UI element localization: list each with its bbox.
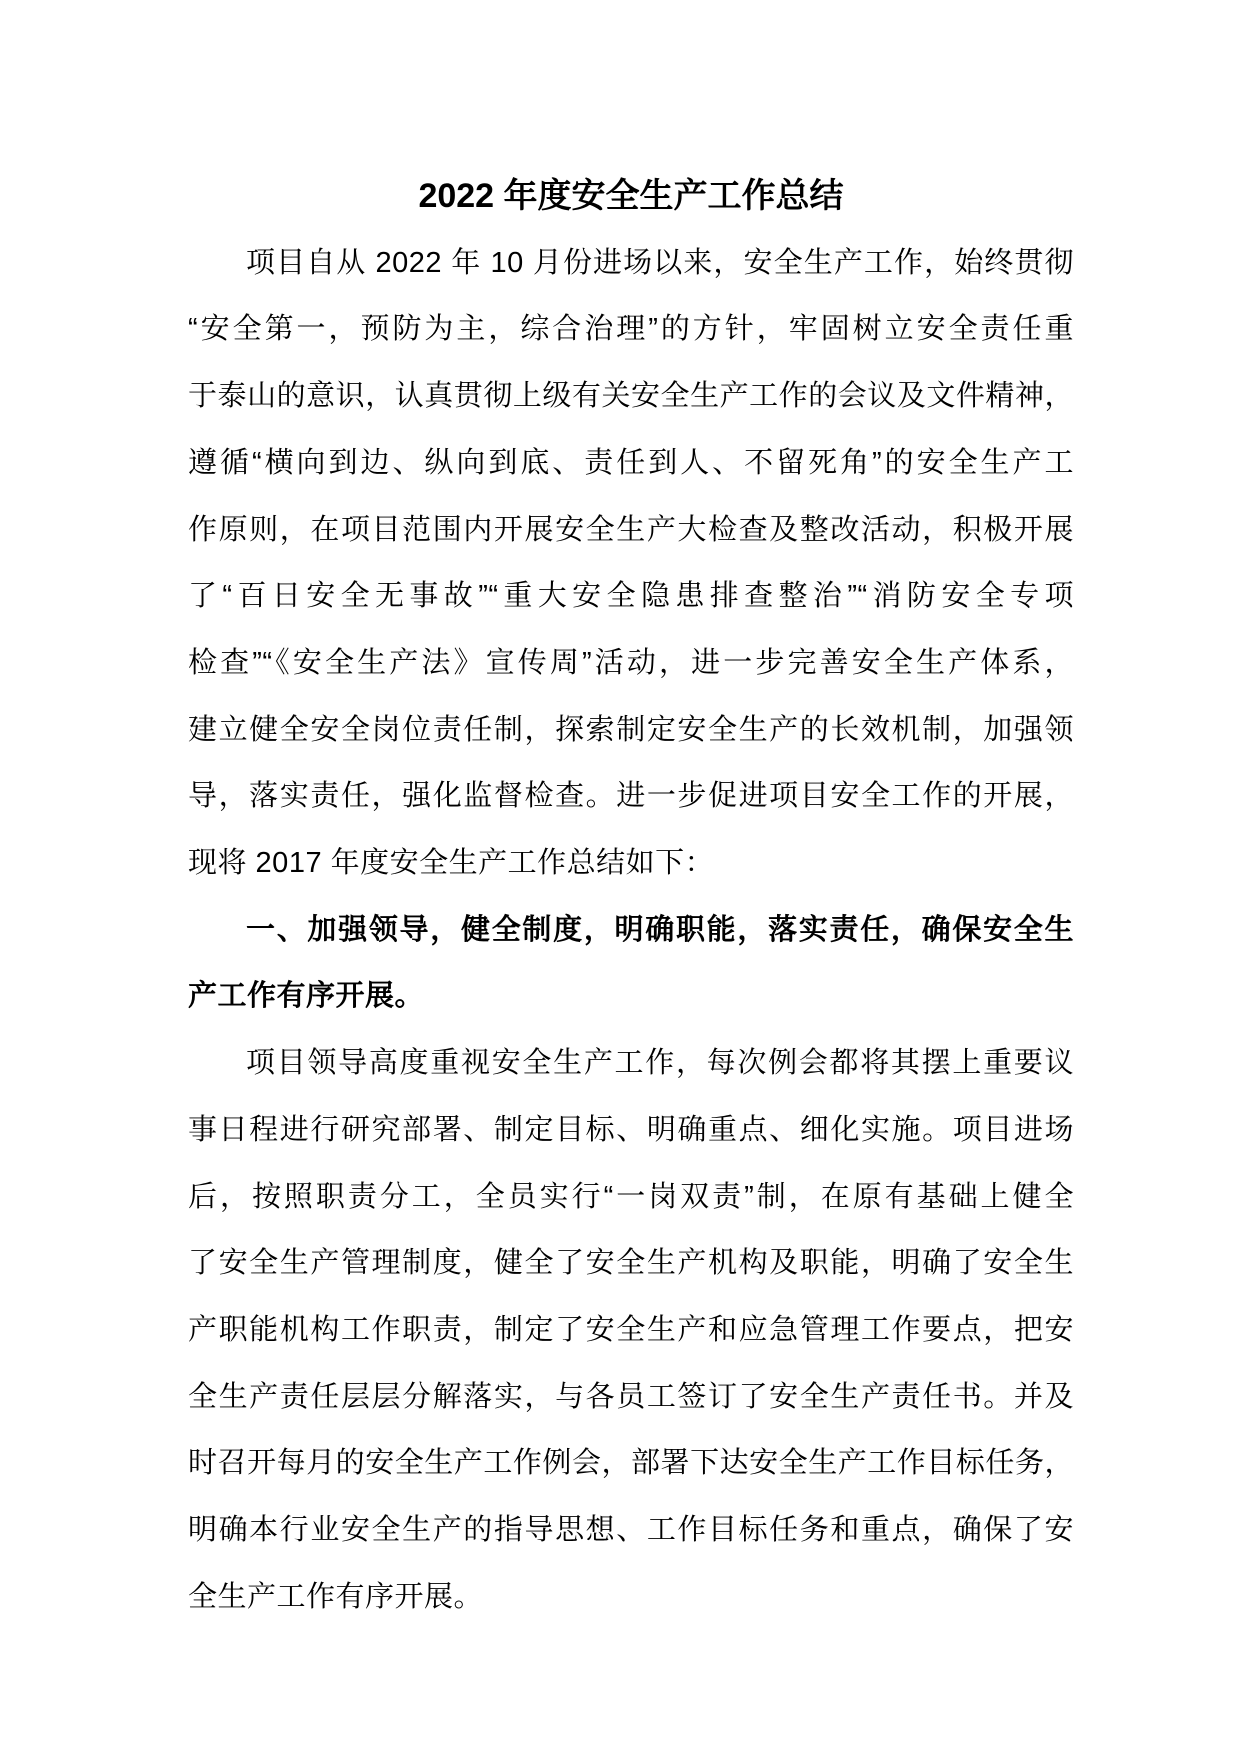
paragraph-line: 全生产责任层层分解落实，与各员工签订了安全生产责任书。并及 <box>188 1380 1074 1413</box>
paragraph-line: 产职能机构工作职责，制定了安全生产和应急管理工作要点，把安 <box>188 1313 1074 1346</box>
paragraph-line: 检查”“《安全生产法》宣传周”活动，进一步完善安全生产体系， <box>188 646 1074 679</box>
document-body <box>188 230 1074 1631</box>
paragraph-line: 建立健全安全岗位责任制，探索制定安全生产的长效机制，加强领 <box>188 713 1074 746</box>
paragraph-line: 明确本行业安全生产的指导思想、工作目标任务和重点，确保了安 <box>188 1514 1074 1547</box>
document-content <box>188 163 1074 1630</box>
paragraph-line: 时召开每月的安全生产工作例会，部署下达安全生产工作目标任务， <box>188 1447 1074 1480</box>
heading-line: 产工作有序开展。 <box>188 980 425 1013</box>
paragraph-line: 项目自从 2022 年 10 月份进场以来，安全生产工作，始终贯彻 <box>246 246 1074 279</box>
paragraph-line: 项目领导高度重视安全生产工作，每次例会都将其摆上重要议 <box>246 1047 1074 1080</box>
paragraph-line: 于泰山的意识，认真贯彻上级有关安全生产工作的会议及文件精神， <box>188 380 1074 413</box>
heading-line: 一、加强领导，健全制度，明确职能，落实责任，确保安全生 <box>246 913 1074 946</box>
paragraph-line: 了“百日安全无事故”“重大安全隐患排查整治”“消防安全专项 <box>188 580 1074 613</box>
paragraph-line: “安全第一，预防为主，综合治理”的方针，牢固树立安全责任重 <box>188 313 1074 346</box>
paragraph-line: 现将 2017 年度安全生产工作总结如下： <box>188 847 715 880</box>
paragraph-line: 遵循“横向到边、纵向到底、责任到人、不留死角”的安全生产工 <box>188 446 1074 479</box>
paragraph-line: 了安全生产管理制度，健全了安全生产机构及职能，明确了安全生 <box>188 1247 1074 1280</box>
page-title: 2022 年度安全生产工作总结 <box>418 177 844 215</box>
paragraph-line: 后，按照职责分工，全员实行“一岗双责”制，在原有基础上健全 <box>188 1180 1074 1213</box>
paragraph-line: 全生产工作有序开展。 <box>188 1580 484 1613</box>
paragraph-line: 作原则，在项目范围内开展安全生产大检查及整改活动，积极开展 <box>188 513 1074 546</box>
paragraph-line: 导，落实责任，强化监督检查。进一步促进项目安全工作的开展， <box>188 780 1074 813</box>
paragraph-line: 事日程进行研究部署、制定目标、明确重点、细化实施。项目进场 <box>188 1113 1074 1146</box>
